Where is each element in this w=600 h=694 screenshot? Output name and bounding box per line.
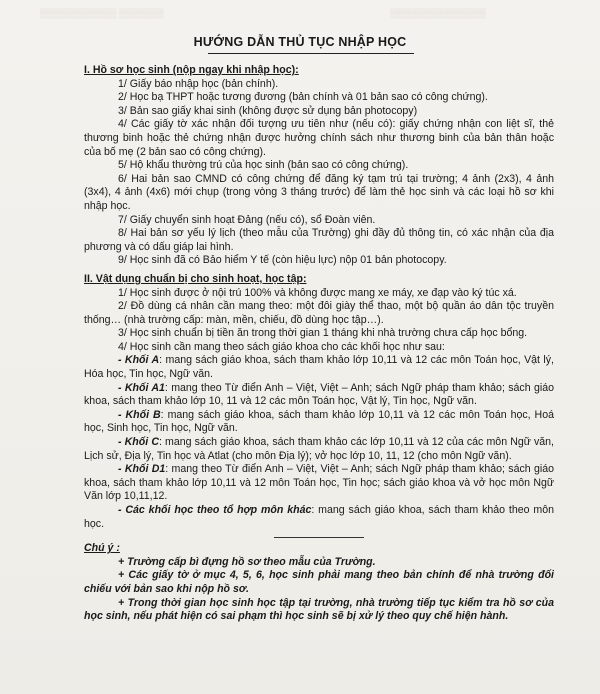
textbook-blocks-list bbox=[84, 354, 554, 531]
notes-heading-suffix: : bbox=[113, 542, 120, 555]
textbook-block bbox=[84, 382, 554, 409]
notes-heading-label: Chú ý bbox=[84, 542, 114, 555]
block-label: - Khối A1 bbox=[118, 381, 165, 394]
dossier-item: 1/ Giấy báo nhập học (bản chính). bbox=[118, 77, 279, 90]
textbook-block bbox=[84, 409, 554, 436]
dossier-item: 9/ Học sinh đã có Bảo hiểm Y tế (còn hiệu lực) nộp 01 bản photocopy. bbox=[118, 254, 447, 267]
textbook-block bbox=[84, 436, 554, 463]
block-text: : mang sách giáo khoa, sách tham khảo các lớp 10,11 và 12 của các môn Ngữ văn, Lịch sử, Địa lý, Tin học và Atlat (cho môn Địa lý); vở học lớp 10, 11, 12 (cho môn Ngữ văn). bbox=[84, 436, 554, 462]
supplies-item: 4/ Học sinh cần mang theo sách giáo khoa cho các khối học như sau: bbox=[118, 340, 445, 353]
notes-heading bbox=[84, 542, 554, 556]
bleed-through-text: ▒▒▒▒▒▒▒▒▒▒▒▒ ▒▒▒▒▒▒▒ bbox=[40, 8, 164, 18]
dossier-item: 4/ Các giấy tờ xác nhận đối tượng ưu tiên như (nếu có): giấy chứng nhận con liệt sĩ, thẻ thương binh hoặc thẻ chứng nhận được hưởng chính sách như thương binh của bản thân hoặc của bố mẹ (2 bản sao có công chứng). bbox=[84, 118, 554, 158]
note-item: + Các giấy tờ ở mục 4, 5, 6, học sinh phải mang theo bản chính để nhà trường đối chiếu với bản sao khi nộp hồ sơ. bbox=[84, 569, 554, 595]
dossier-item: 5/ Hộ khẩu thường trú của học sinh (bản sao có công chứng). bbox=[118, 159, 409, 172]
textbook-block bbox=[84, 504, 554, 531]
section-2-heading: II. Vật dụng chuẩn bị cho sinh hoạt, học tập: bbox=[84, 272, 307, 285]
block-text: : mang theo Từ điển Anh – Việt, Việt – Anh; sách Ngữ pháp tham khảo; sách giáo khoa, sách tham khảo lớp 10, 11 và 12 các môn Toán học, Vật lý, Tin học, Ngữ văn. bbox=[84, 381, 554, 408]
block-label: - Các khối học theo tổ hợp môn khác bbox=[118, 504, 312, 516]
dossier-item: 3/ Bản sao giấy khai sinh (không được sử dụng bản photocopy) bbox=[118, 104, 418, 117]
supplies-item: 3/ Học sinh chuẩn bị tiền ăn trong thời gian 1 tháng khi nhà trường chưa cấp học bổng. bbox=[118, 327, 528, 340]
page-title: HƯỚNG DẪN THỦ TỤC NHẬP HỌC bbox=[193, 35, 407, 49]
title-underline bbox=[208, 53, 414, 54]
block-label: - Khối B bbox=[118, 408, 161, 421]
document-body bbox=[84, 64, 554, 624]
dossier-item: 2/ Học bạ THPT hoặc tương đương (bản chính và 01 bản sao có công chứng). bbox=[118, 91, 488, 104]
supplies-item: 1/ Học sinh được ở nội trú 100% và không được mang xe máy, xe đạp vào ký túc xá. bbox=[118, 286, 517, 299]
dossier-item: 7/ Giấy chuyển sinh hoạt Đảng (nếu có), sổ Đoàn viên. bbox=[118, 213, 376, 226]
block-label: - Khối C bbox=[118, 436, 159, 449]
section-1-list bbox=[84, 78, 554, 268]
bleed-through-text: ▒▒▒▒▒▒▒▒▒▒▒▒▒▒▒ bbox=[390, 8, 486, 18]
block-text: : mang sách giáo khoa, sách tham khảo lớp 10,11 và 12 các môn Toán học, Vật lý, Hóa học, Tin học, Ngữ văn. bbox=[84, 354, 554, 381]
dossier-item: 6/ Hai bản sao CMND có công chứng để đăng ký tạm trú tại trường; 4 ảnh (2x3), 4 ảnh (3x4), 4 ảnh (4x6) mới chụp (trong vòng 3 tháng trước) để làm thẻ học sinh và các loại hồ sơ khi nhập học. bbox=[84, 172, 554, 212]
block-text: : mang sách giáo khoa, sách tham khảo theo môn học. bbox=[84, 504, 554, 530]
notes-list bbox=[84, 556, 554, 624]
note-item: + Trường cấp bì đựng hồ sơ theo mẫu của Trường. bbox=[118, 555, 376, 568]
note-item: + Trong thời gian học sinh học tập tại trường, nhà trường tiếp tục kiểm tra hồ sơ của học sinh, nếu phát hiện có sai phạm thì học sinh sẽ bị xử lý theo quy chế hiện hành. bbox=[84, 596, 554, 623]
supplies-item: 2/ Đồ dùng cá nhân cần mang theo: một đôi giày thể thao, một bộ quần áo dân tộc truyền thống… (nhà trường cấp: màn, mền, chiếu, đồ dùng học tập…). bbox=[84, 300, 554, 326]
textbook-block bbox=[84, 463, 554, 504]
dossier-item: 8/ Hai bản sơ yếu lý lịch (theo mẫu của Trường) ghi đầy đủ thông tin, có xác nhận của địa phương và có dấu giáp lai hình. bbox=[84, 227, 554, 253]
section-1-heading: I. Hồ sơ học sinh (nộp ngay khi nhập học): bbox=[84, 64, 299, 76]
block-text: : mang sách giáo khoa, sách tham khảo lớp 10,11 và 12 các môn Toán học, Hoá học, Sinh học, Tin học, Ngữ văn. bbox=[84, 408, 554, 435]
block-text: : mang theo Từ điển Anh – Việt, Việt – Anh; sách Ngữ pháp tham khảo; sách giáo khoa, sách tham khảo lớp 10,11 và 12 môn Toán học, Tin học; sách giáo khoa và vở học môn Ngữ Văn lớp 10,11,12. bbox=[84, 463, 554, 503]
textbook-block bbox=[84, 354, 554, 381]
notes-divider bbox=[274, 537, 364, 538]
section-2-list bbox=[84, 287, 554, 355]
block-label: - Khối D1 bbox=[118, 463, 166, 476]
block-label: - Khối A bbox=[118, 354, 160, 367]
